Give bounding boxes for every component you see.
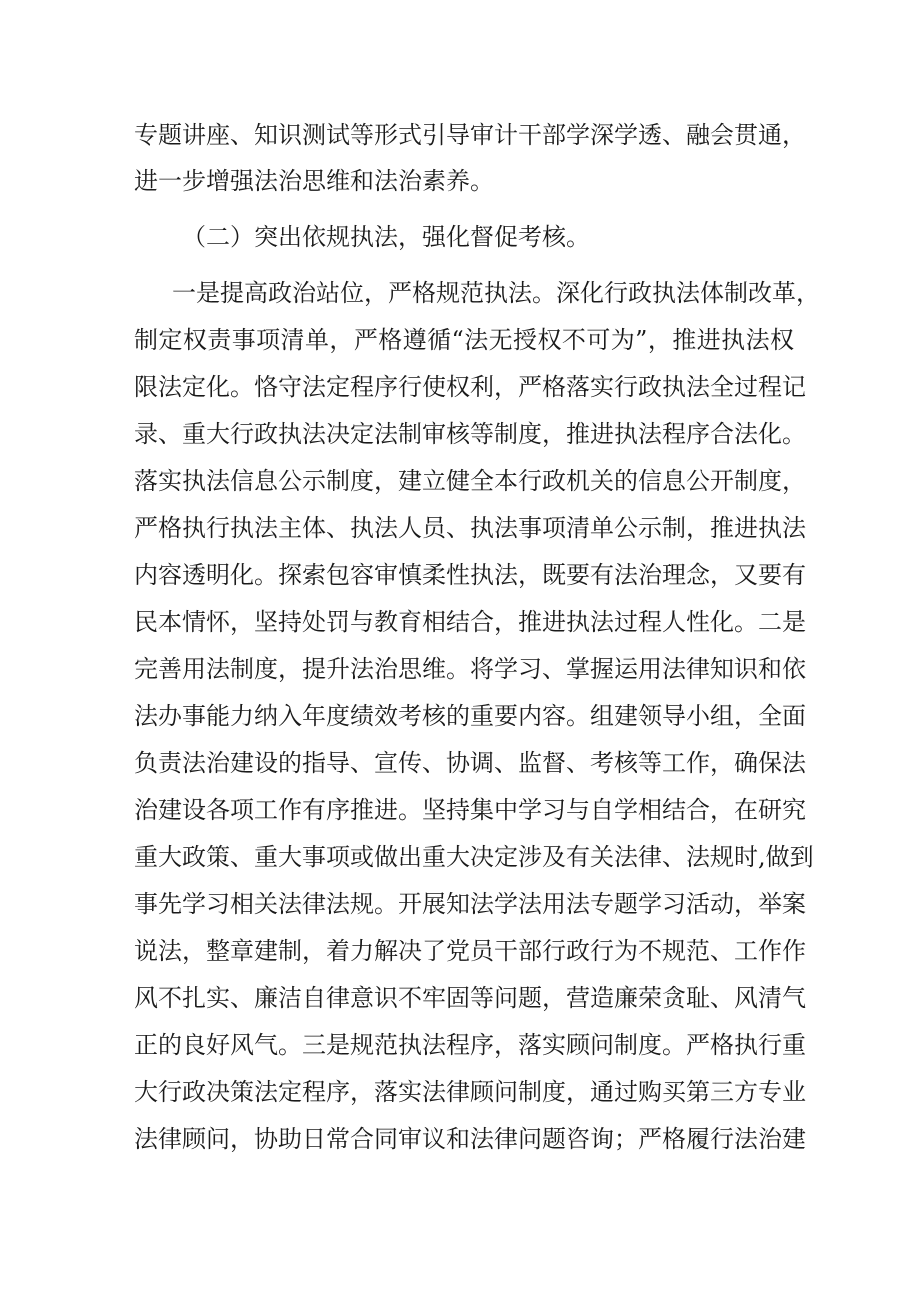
text-line-2: 进一步增强法治思维和法治素养。 [134,167,494,195]
text-line-11: 民本情怀，坚持处罚与教育相结合，推进执法过程人性化。二是 [134,608,806,636]
text-line-16: 重大政策、重大事项或做出重大决定涉及有关法律、法规时,做到 [134,843,814,871]
text-line-7: 录、重大行政执法决定法制审核等制度，推进执法程序合法化。 [134,420,806,448]
text-line-21: 大行政决策法定程序，落实法律顾问制度，通过购买第三方专业 [134,1078,806,1106]
text-line-5: 制定权责事项清单，严格遵循“法无授权不可为”，推进执法权 [134,326,794,354]
text-line-14: 负责法治建设的指导、宣传、协调、监督、考核等工作，确保法 [134,749,806,777]
text-line-12: 完善用法制度，提升法治思维。将学习、掌握运用法律知识和依 [134,655,806,683]
text-line-20: 正的良好风气。三是规范执法程序，落实顾问制度。严格执行重 [134,1031,806,1059]
text-line-1: 专题讲座、知识测试等形式引导审计干部学深学透、融会贯通， [134,121,806,149]
text-line-10: 内容透明化。探索包容审慎柔性执法，既要有法治理念，又要有 [134,561,806,589]
text-line-18: 说法，整章建制，着力解决了党员干部行政行为不规范、工作作 [134,937,806,965]
text-line-17: 事先学习相关法律法规。开展知法学法用法专题学习活动，举案 [134,890,806,918]
text-line-15: 治建设各项工作有序推进。坚持集中学习与自学相结合，在研究 [134,796,806,824]
text-line-8: 落实执法信息公示制度，建立健全本行政机关的信息公开制度， [134,467,806,495]
text-line-4: 一是提高政治站位，严格规范执法。深化行政执法体制改革， [172,279,820,307]
text-line-13: 法办事能力纳入年度绩效考核的重要内容。组建领导小组，全面 [134,702,806,730]
text-line-9: 严格执行执法主体、执法人员、执法事项清单公示制，推进执法 [134,514,806,542]
text-line-19: 风不扎实、廉洁自律意识不牢固等问题，营造廉荣贪耻、风清气 [134,984,806,1012]
section-heading: （二）突出依规执法，强化督促考核。 [182,223,590,251]
text-line-22: 法律顾问，协助日常合同审议和法律问题咨询；严格履行法治建 [134,1125,806,1153]
text-line-6: 限法定化。恪守法定程序行使权利，严格落实行政执法全过程记 [134,373,806,401]
